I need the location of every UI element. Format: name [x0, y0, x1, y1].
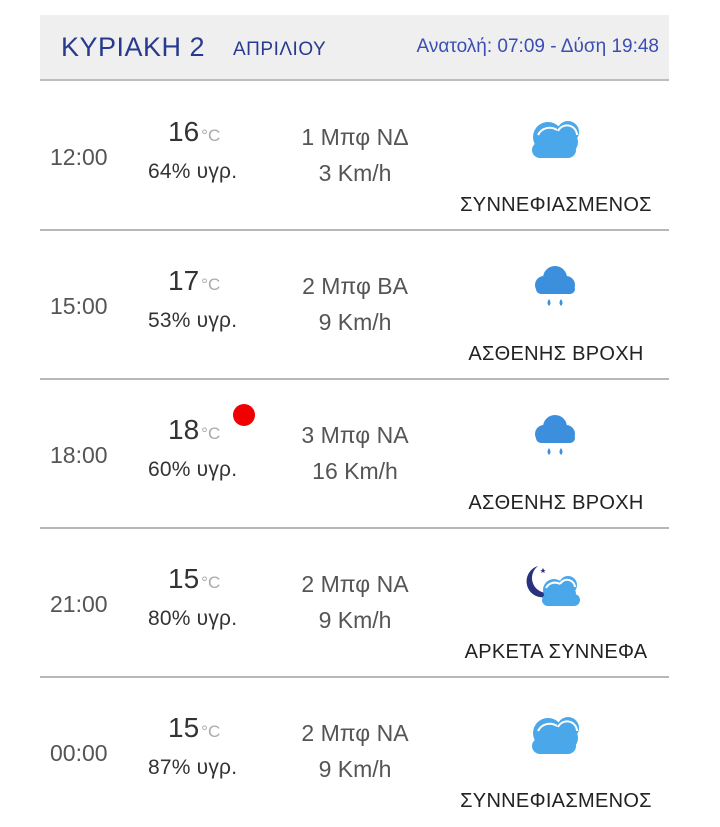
wind-speed: 3 Km/h: [318, 160, 392, 186]
cloudy-icon: [524, 115, 588, 167]
red-indicator-dot: [233, 404, 255, 426]
sunrise-sunset: Ανατολή: 07:09 - Δύση 19:48: [416, 36, 659, 57]
temperature-value: 16: [168, 116, 200, 147]
condition-label: ΑΣΘΕΝΗΣ ΒΡΟΧΗ: [468, 343, 644, 365]
forecast-row: [40, 679, 669, 827]
temperature-unit: °C: [201, 722, 221, 741]
humidity: 60% υγρ.: [148, 458, 238, 481]
wind-speed: 9 Km/h: [318, 309, 392, 335]
forecast-time: 21:00: [50, 591, 108, 617]
temperature: [168, 414, 220, 446]
temperature: [168, 563, 220, 595]
forecast-time: 15:00: [50, 293, 108, 319]
humidity: 80% υγρ.: [148, 607, 238, 630]
wind-force: 2 Μπφ ΝΑ: [301, 720, 409, 746]
temperature-unit: °C: [201, 573, 221, 592]
temperature-unit: °C: [201, 275, 221, 294]
light-rain-icon: [524, 264, 588, 316]
temperature: [168, 116, 220, 148]
wind-force: 2 Μπφ ΒΑ: [302, 273, 408, 299]
condition-label: ΣΥΝΝΕΦΙΑΣΜΕΝΟΣ: [460, 194, 652, 216]
wind-speed: 9 Km/h: [318, 607, 392, 633]
temperature: [168, 265, 220, 297]
forecast-row: [40, 232, 669, 380]
temperature-value: 18: [168, 414, 200, 445]
condition-label: ΑΡΚΕΤΑ ΣΥΝΝΕΦΑ: [464, 641, 648, 663]
wind-force: 1 Μπφ ΝΔ: [301, 124, 409, 150]
forecast-row: [40, 83, 669, 231]
forecast-row: [40, 381, 669, 529]
light-rain-icon: [524, 413, 588, 465]
humidity: 87% υγρ.: [148, 756, 238, 779]
condition-label: ΣΥΝΝΕΦΙΑΣΜΕΝΟΣ: [460, 790, 652, 812]
cloudy-icon: [524, 711, 588, 763]
day-header: [40, 15, 669, 81]
temperature-unit: °C: [201, 424, 221, 443]
night-clouds-icon: [524, 562, 588, 614]
forecast-time: 12:00: [50, 144, 108, 170]
temperature: [168, 712, 220, 744]
forecast-time: 00:00: [50, 740, 108, 766]
condition-label: ΑΣΘΕΝΗΣ ΒΡΟΧΗ: [468, 492, 644, 514]
wind-force: 2 Μπφ ΝΑ: [301, 571, 409, 597]
humidity: 64% υγρ.: [148, 160, 238, 183]
forecast-row: [40, 530, 669, 678]
humidity: 53% υγρ.: [148, 309, 238, 332]
temperature-value: 15: [168, 712, 200, 743]
temperature-unit: °C: [201, 126, 221, 145]
wind-force: 3 Μπφ ΝΑ: [301, 422, 409, 448]
day-title: ΚΥΡΙΑΚΗ 2: [61, 32, 206, 62]
wind-speed: 16 Km/h: [312, 458, 398, 484]
temperature-value: 17: [168, 265, 200, 296]
temperature-value: 15: [168, 563, 200, 594]
forecast-time: 18:00: [50, 442, 108, 468]
month-title: ΑΠΡΙΛΙΟΥ: [233, 39, 327, 60]
wind-speed: 9 Km/h: [318, 756, 392, 782]
